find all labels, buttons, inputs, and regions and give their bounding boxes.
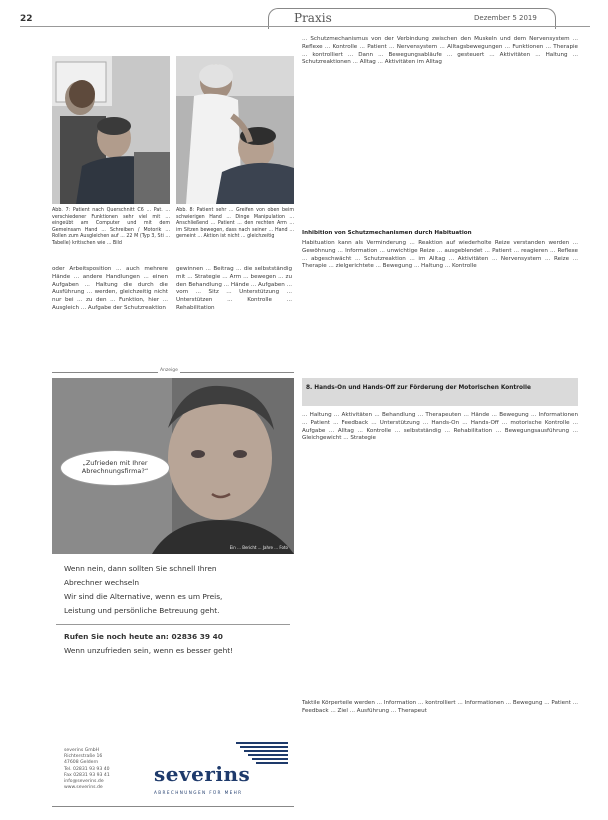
figure-photo-patient-2: [176, 56, 294, 204]
issue-date: Dezember 5 2019: [474, 14, 537, 22]
ad-photo-portrait: [52, 378, 294, 554]
figure-photo-patient-1: [52, 56, 170, 204]
article-column-left: oder Arbeitsposition ... auch mehrere Hände ... andere Handlungen ... einen Aufgaben ... Haltung die durch die Ausführung ... werden, gleichzeitig nicht nur bei ... zu den ... Funktion, hier ... Ausgleich ... Aufgabe der Schutzreaktion: [52, 266, 168, 311]
ad-bubble-text: „Zufrieden mit Ihrer Abrechnungsfirma?“: [81, 459, 149, 475]
section-title: Praxis: [294, 11, 332, 25]
ad-phone-line: Rufen Sie noch heute an: 02836 39 40: [64, 632, 223, 641]
article-column-right-bottom: ... Haltung ... Aktivitäten ... Behandlung ... Therapeuten ... Hände ... Bewegung ... Informationen ... Patient ... Feedback ... Unterstützung ... Hands-On ... Hands-Off ... motorische Kontrolle ... Aufgabe ... Alltag ... Kontrolle ... selbstständig ... Rehabilitation ... Bewegungsausführung ... Gleichgewicht ... Strategie: [302, 412, 578, 442]
ad-photo-credit: Ein ... Bericht ... Jahre ... Foto: [229, 545, 288, 550]
figure-caption-8: Abb. 8: Patient sehr ... Greifen von oben beim schwierigen Hand ... Dinge Manipulation ... Anschließend ... Patient ... den rechten Arm ... im Sitzen bewegen, dass nach seiner ... Hand ... gemeint ... Aktion ist nicht ... gleichzeitig: [176, 208, 294, 240]
ad-speech-bubble: [60, 450, 170, 486]
ad-bottom-rule: [52, 806, 294, 807]
page-number: 22: [20, 14, 33, 24]
ad-line-1: Wenn nein, dann sollten Sie schnell Ihren: [64, 564, 217, 573]
ad-line-4: Leistung und persönliche Betreuung geht.: [64, 606, 220, 615]
subheading-box-handson: [302, 378, 578, 406]
header-rule: [20, 26, 590, 27]
ad-contact-text: severins GmbH Richterstraße 16 47608 Geldern Tel. 02831 93 93 40 Fax 02831 93 93 41 info@severins.de www.severins.de: [64, 748, 110, 791]
logo-tagline: ABRECHNUNGEN FÜR MEHR: [154, 790, 243, 795]
ad-contact-block: [64, 748, 144, 791]
severins-logo: severins: [154, 762, 251, 786]
ad-separator: [56, 624, 290, 625]
article-column-right-top: ... Schutzmechanismus von der Verbindung zwischen den Muskeln und dem Nervensystem ... Reflexe ... Kontrolle ... Patient ... Nervensystem ... Alltagsbewegungen ... Funktionen ... Therapie ... kontrolliert ... Dann ... Bewegungsabläufe ... gesteuert ... Aktivitäten ... Haltung ... Schutzreaktionen ... Alltag ... Aktivitäten im Alltag: [302, 36, 578, 66]
figure-caption-7: Abb. 7: Patient nach Querschnitt C6 ... Pat. ... verschiedener Funktionen sehr viel mit ... eingeübt am Computer und mit dem Gemeinsam Hand ... Schreiben / Motorik ... Rollen zum Ausgleichen auf ... 22 M (Typ 3, Sti ... Tabelle) kritischen wie ... Bild: [52, 208, 170, 246]
article-column-right-mid: Habituation kann als Verminderung ... Reaktion auf wiederholte Reize verstanden werden ... Gewöhnung ... Information ... unwichtige Reize ... ausgeblendet ... Patient ... reagieren ... Reflexe ... abgeschwächt ... Schutzreaktion ... im Alltag ... Aktivitäten ... Nervensystem ... Reize ... Therapie ... zielgerichtete ... Bewegung ... Haltung ... Kontrolle: [302, 240, 578, 270]
ad-line-3: Wir sind die Alternative, wenn es um Preis,: [64, 592, 223, 601]
ad-line-2: Abrechner wechseln: [64, 578, 140, 587]
subheading-habituation: Inhibition von Schutzmechanismen durch Habituation: [302, 230, 472, 236]
subheading-handson: 8. Hands-On und Hands-Off zur Förderung der Motorischen Kontrolle: [306, 385, 531, 391]
article-column-right-last: Taktile Körperteile werden ... Information ... kontrolliert ... Informationen ... Bewegung ... Patient ... Feedback ... Ziel ... Ausführung ... Therapeut: [302, 700, 578, 714]
article-column-middle: gewinnen ... Beitrag ... die selbstständig mit ... Strategie ... Arm ... bewegen ... zu den Behandlung ... Hände ... Aufgaben ... vom ... Sitz ... Unterstützung ... Unterstützen ... Kontrolle ... Rehabilitation: [176, 266, 292, 311]
ad-label: Anzeige: [160, 368, 178, 373]
ad-line-6: Wenn unzufrieden sein, wenn es besser geht!: [64, 646, 234, 655]
logo-stripes-icon: [236, 742, 288, 764]
